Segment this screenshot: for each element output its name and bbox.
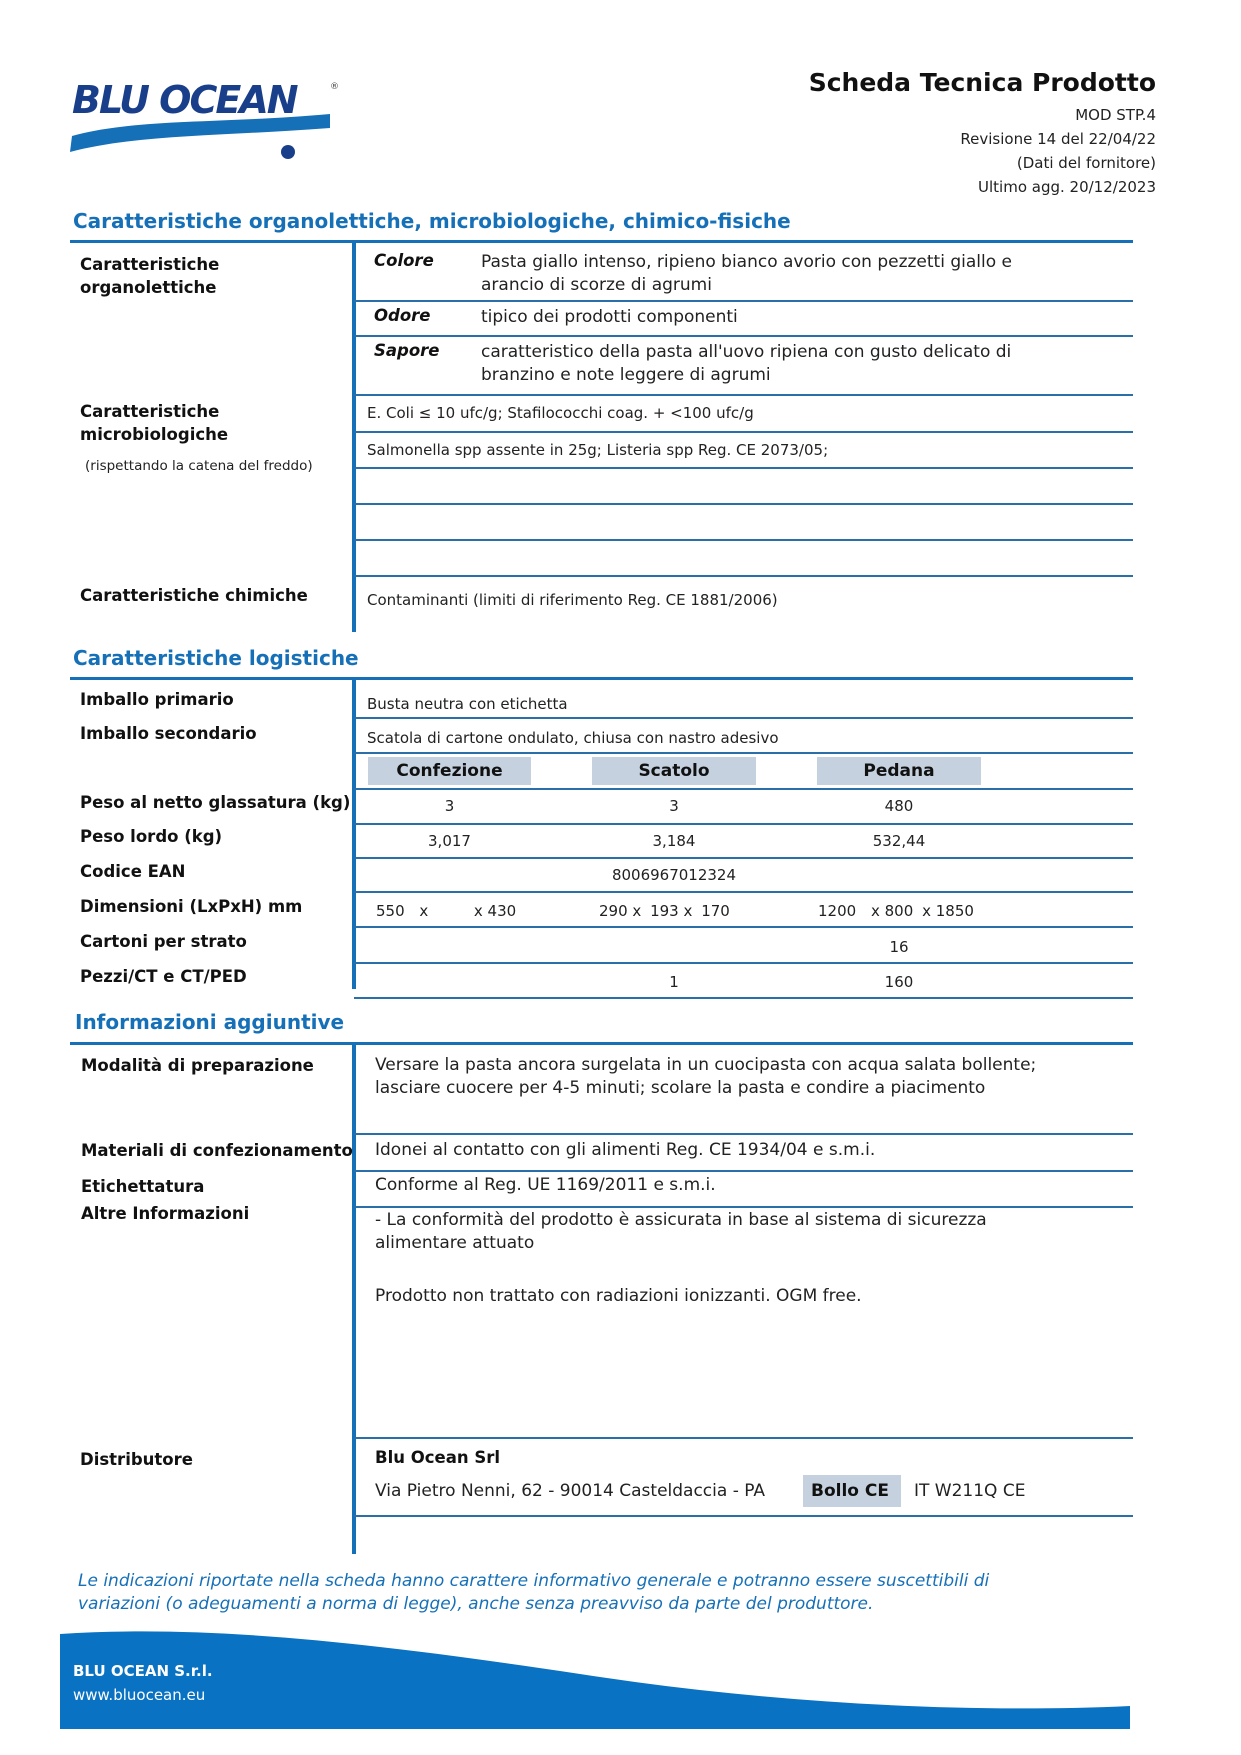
distributor-label: Distributore [80, 1450, 193, 1469]
row-divider [354, 997, 1133, 999]
other-info-label: Altre Informazioni [81, 1204, 250, 1223]
pieces-pedana: 160 [884, 973, 914, 991]
revision-info: Revisione 14 del 22/04/22 [960, 130, 1156, 148]
last-update: Ultimo agg. 20/12/2023 [978, 178, 1156, 196]
bollo-ce-label: Bollo CE [803, 1475, 901, 1507]
column-header-pedana: Pedana [817, 757, 981, 785]
column-header-scatolo: Scatolo [592, 757, 756, 785]
row-divider [354, 431, 1133, 433]
registered-mark: ® [330, 82, 339, 92]
footer-wave-banner [60, 1624, 1130, 1729]
module-code: MOD STP.4 [1075, 106, 1156, 124]
row-divider [354, 891, 1133, 893]
distributor-name: Blu Ocean Srl [375, 1448, 501, 1467]
odore-key: Odore [374, 306, 431, 325]
company-logo [68, 78, 348, 168]
dimensions-label: Dimensioni (LxPxH) mm [80, 897, 303, 916]
organoleptic-label: Caratteristiche organolettiche [80, 255, 220, 297]
row-divider [354, 539, 1133, 541]
row-divider [354, 823, 1133, 825]
gross-weight-scatolo: 3,184 [652, 832, 696, 850]
preparation-value: Versare la pasta ancora surgelata in un cuocipasta con acqua salata bollente; lasciare cuocere per 4-5 minuti; scolare la pasta e condire a piacimento [375, 1055, 1037, 1098]
disclaimer-text: Le indicazioni riportate nella scheda hanno carattere informativo generale e potranno essere suscettibili di variazioni (o adeguamenti a norma di legge), anche senza preavviso da parte del produttore. [78, 1571, 990, 1614]
net-weight-pedana: 480 [884, 797, 914, 815]
dimensions-confezione: 550 x x 430 [376, 902, 517, 920]
footer-company: BLU OCEAN S.r.l. [73, 1662, 213, 1680]
materials-label: Materiali di confezionamento [81, 1141, 353, 1160]
secondary-packaging-value: Scatola di cartone ondulato, chiusa con nastro adesivo [367, 729, 779, 747]
row-divider [354, 503, 1133, 505]
bollo-ce-value: IT W211Q CE [914, 1481, 1026, 1501]
net-weight-label: Peso al netto glassatura (kg) [80, 793, 351, 812]
page-title: Scheda Tecnica Prodotto [808, 68, 1156, 97]
row-divider [354, 717, 1133, 719]
gross-weight-confezione: 3,017 [428, 832, 471, 850]
sapore-key: Sapore [374, 341, 440, 360]
chemical-value: Contaminanti (limiti di riferimento Reg. CE 1881/2006) [367, 591, 778, 609]
cartons-per-layer-pedana: 16 [889, 938, 909, 956]
column-header-confezione: Confezione [368, 757, 531, 785]
dimensions-pedana: 1200 x 800 x 1850 [818, 902, 974, 920]
primary-packaging-value: Busta neutra con etichetta [367, 695, 568, 713]
row-divider [354, 1170, 1133, 1172]
footer-website[interactable]: www.bluocean.eu [73, 1686, 206, 1704]
data-source: (Dati del fornitore) [1016, 154, 1156, 172]
row-divider [354, 335, 1133, 337]
materials-value: Idonei al contatto con gli alimenti Reg. CE 1934/04 e s.m.i. [375, 1140, 876, 1160]
net-weight-confezione: 3 [444, 797, 455, 815]
row-divider [354, 926, 1133, 928]
column-divider [352, 679, 356, 989]
labeling-value: Conforme al Reg. UE 1169/2011 e s.m.i. [375, 1175, 716, 1195]
chemical-label: Caratteristiche chimiche [80, 586, 308, 605]
section-divider [70, 240, 1133, 243]
net-weight-scatolo: 3 [669, 797, 679, 815]
row-divider [354, 1437, 1133, 1439]
row-divider [354, 962, 1133, 964]
section-divider [70, 677, 1133, 680]
micro-row-2: Salmonella spp assente in 25g; Listeria spp Reg. CE 2073/05; [367, 441, 829, 459]
secondary-packaging-label: Imballo secondario [80, 724, 257, 743]
logo-wordmark: BLU OCEAN [72, 78, 297, 122]
row-divider [354, 1133, 1133, 1135]
row-divider [354, 788, 1133, 790]
gross-weight-label: Peso lordo (kg) [80, 827, 223, 846]
row-divider [354, 467, 1133, 469]
primary-packaging-label: Imballo primario [80, 690, 234, 709]
other-info-value: - La conformità del prodotto è assicurata in base al sistema di sicurezza alimentare attuato Prodotto non trattato con radiazioni ionizzanti. OGM free. [375, 1210, 987, 1306]
row-divider [354, 857, 1133, 859]
odore-value: tipico dei prodotti componenti [481, 307, 738, 327]
preparation-label: Modalità di preparazione [81, 1056, 314, 1075]
row-divider [354, 1515, 1133, 1517]
row-divider [354, 575, 1133, 577]
row-divider [354, 1206, 1133, 1208]
column-divider [352, 1044, 356, 1554]
microbiological-label: Caratteristiche microbiologiche [80, 402, 229, 444]
sapore-value: caratteristico della pasta all'uovo ripiena con gusto delicato di branzino e note leggere di agrumi [481, 342, 1012, 385]
labeling-label: Etichettatura [81, 1177, 205, 1196]
row-divider [354, 300, 1133, 302]
row-divider [354, 394, 1133, 396]
section-title-additional-info: Informazioni aggiuntive [75, 1010, 345, 1034]
microbiological-note: (rispettando la catena del freddo) [85, 458, 313, 474]
section-divider [70, 1042, 1133, 1045]
colore-value: Pasta giallo intenso, ripieno bianco avorio con pezzetti giallo e arancio di scorze di agrumi [481, 252, 1012, 295]
dimensions-scatolo: 290 x 193 x 170 [599, 902, 730, 920]
section-title-characteristics: Caratteristiche organolettiche, microbiologiche, chimico-fisiche [73, 209, 791, 233]
colore-key: Colore [374, 251, 434, 270]
row-divider [354, 752, 1133, 754]
gross-weight-pedana: 532,44 [872, 832, 926, 850]
pieces-label: Pezzi/CT e CT/PED [80, 967, 247, 986]
micro-row-1: E. Coli ≤ 10 ufc/g; Stafilococchi coag. + <100 ufc/g [367, 404, 754, 422]
distributor-address: Via Pietro Nenni, 62 - 90014 Casteldaccia - PA [375, 1481, 766, 1501]
pieces-scatolo: 1 [669, 973, 679, 991]
ean-label: Codice EAN [80, 862, 186, 881]
section-title-logistics: Caratteristiche logistiche [73, 646, 359, 670]
ean-value: 8006967012324 [611, 866, 737, 884]
cartons-per-layer-label: Cartoni per strato [80, 932, 247, 951]
